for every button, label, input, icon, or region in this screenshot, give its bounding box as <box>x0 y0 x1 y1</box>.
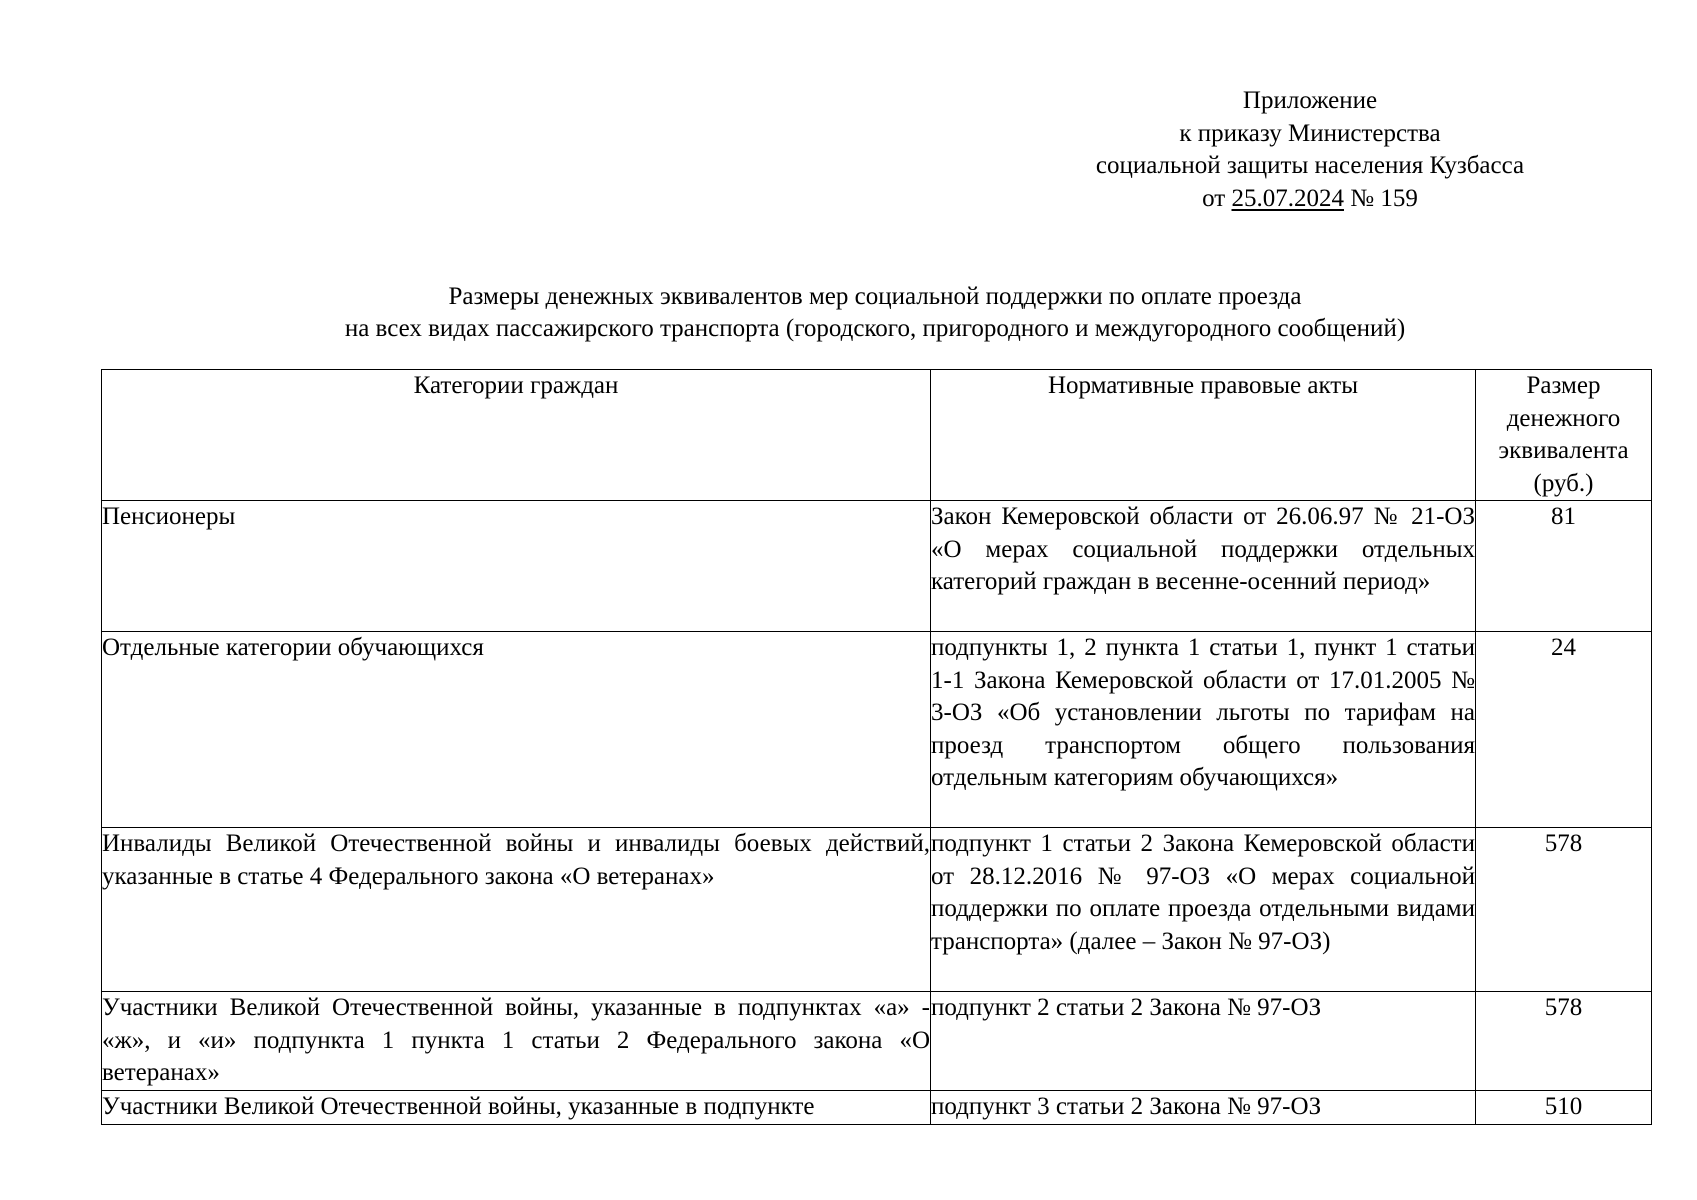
table-header-row <box>102 370 1652 501</box>
category-cell: Инвалиды Великой Отечественной войны и инвалиды боевых действий, указанные в статье 4 Федерального закона «О ветеранах» <box>102 828 931 992</box>
header-amount: Размер денежного эквивалента (руб.) <box>1476 370 1652 501</box>
act-cell: подпункт 2 статьи 2 Закона № 97-ОЗ <box>931 992 1476 1091</box>
order-date-line <box>1010 183 1610 216</box>
table-row <box>102 992 1652 1091</box>
act-cell: подпункты 1, 2 пункта 1 статьи 1, пункт 1 статьи 1-1 Закона Кемеровской области от 17.01.2005 № 3-ОЗ «Об установлении льготы по тарифам на проезд транспортом общего пользования отдельным категориям обучающихся» <box>931 632 1476 828</box>
amount-cell: 510 <box>1476 1090 1652 1124</box>
header-category: Категории граждан <box>102 370 931 501</box>
category-cell: Пенсионеры <box>102 501 931 632</box>
benefits-table <box>101 369 1652 1125</box>
order-date: 25.07.2024 <box>1231 184 1344 212</box>
title-line: на всех видах пассажирского транспорта (городского, пригородного и междугородного сообщений) <box>344 315 1406 342</box>
act-cell: подпункт 3 статьи 2 Закона № 97-ОЗ <box>931 1090 1476 1124</box>
appendix-header <box>1010 85 1610 215</box>
category-cell: Участники Великой Отечественной войны, указанные в подпунктах «а» - «ж», и «и» подпункта 1 пункта 1 статьи 2 Федерального закона «О ветеранах» <box>102 992 931 1091</box>
appendix-line: к приказу Министерства <box>1179 119 1441 147</box>
table-row <box>102 501 1652 632</box>
act-cell: подпункт 1 статьи 2 Закона Кемеровской области от 28.12.2016 № 97-ОЗ «О мерах социальной поддержки по оплате проезда отдельными видами транспорта» (далее – Закон № 97-ОЗ) <box>931 828 1476 992</box>
table-row <box>102 632 1652 828</box>
appendix-line: социальной защиты населения Кузбасса <box>1095 152 1525 179</box>
date-prefix: от <box>1202 184 1232 212</box>
category-cell: Участники Великой Отечественной войны, указанные в подпункте <box>102 1090 931 1124</box>
title-line: Размеры денежных эквивалентов мер социальной поддержки по оплате проезда <box>448 283 1302 310</box>
amount-cell: 24 <box>1476 632 1652 828</box>
amount-cell: 81 <box>1476 501 1652 632</box>
header-acts: Нормативные правовые акты <box>931 370 1476 501</box>
order-number: № 159 <box>1344 184 1418 212</box>
amount-cell: 578 <box>1476 992 1652 1091</box>
document-title <box>100 281 1650 345</box>
table-row <box>102 1090 1652 1124</box>
amount-cell: 578 <box>1476 828 1652 992</box>
table-row <box>102 828 1652 992</box>
category-cell: Отдельные категории обучающихся <box>102 632 931 828</box>
appendix-line: Приложение <box>1242 87 1378 114</box>
act-cell: Закон Кемеровской области от 26.06.97 № 21-ОЗ «О мерах социальной поддержки отдельных категорий граждан в весенне-осенний период» <box>931 501 1476 632</box>
